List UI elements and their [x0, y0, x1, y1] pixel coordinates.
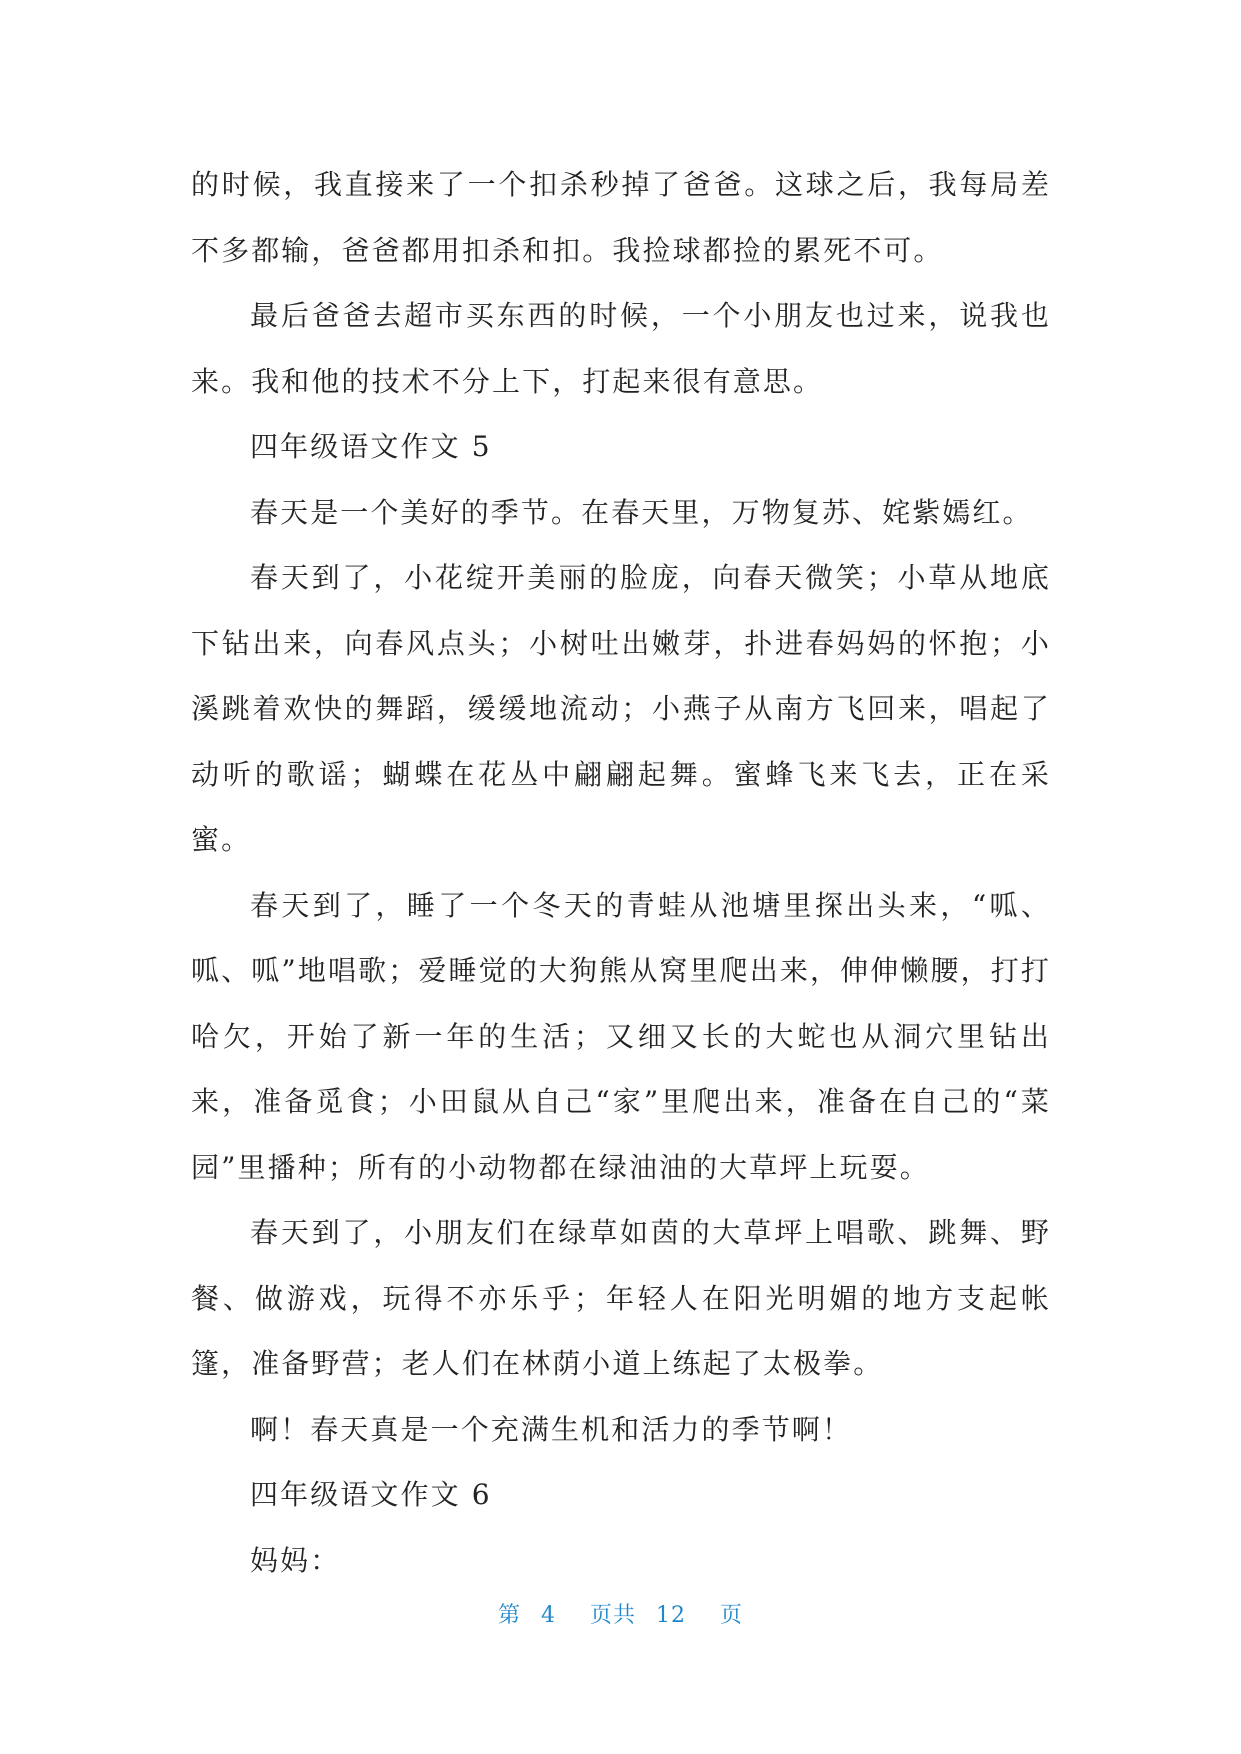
section-heading: 四年级语文作文 5 — [250, 430, 492, 463]
page-footer — [0, 1598, 1241, 1629]
document-body — [191, 152, 1051, 1593]
total-pages-number: 12 — [656, 1603, 686, 1628]
current-page-number: 4 — [540, 1603, 556, 1628]
letter-salutation: 妈妈： — [250, 1543, 341, 1577]
section-heading: 四年级语文作文 6 — [250, 1478, 492, 1511]
footer-label-page: 第 — [497, 1603, 521, 1628]
paragraph: 春天到了，小花绽开美丽的脸庞，向春天微笑；小草从地底下钻出来，向春风点头；小树吐出嫩芽，扑进春妈妈的怀抱；小溪跳着欢快的舞蹈，缓缓地流动；小燕子从南方飞回来，唱起了动听的歌谣；蝴蝶在花丛中翩翩起舞。蜜蜂飞来飞去，正在采蜜。 — [191, 561, 1051, 856]
paragraph: 春天是一个美好的季节。在春天里，万物复苏、姹紫嫣红。 — [250, 495, 1033, 529]
paragraph: 春天到了，睡了一个冬天的青蛙从池塘里探出头来，“呱、呱、呱”地唱歌；爱睡觉的大狗熊从窝里爬出来，伸伸懒腰，打打哈欠，开始了新一年的生活；又细又长的大蛇也从洞穴里钻出来，准备觅食；小田鼠从自己“家”里爬出来，准备在自己的“菜园”里播种；所有的小动物都在绿油油的大草坪上玩耍。 — [191, 888, 1051, 1184]
paragraph: 春天到了，小朋友们在绿草如茵的大草坪上唱歌、跳舞、野餐、做游戏，玩得不亦乐乎；年轻人在阳光明媚的地方支起帐篷，准备野营；老人们在林荫小道上练起了太极拳。 — [191, 1216, 1051, 1380]
paragraph: 最后爸爸去超市买东西的时候，一个小朋友也过来，说我也来。我和他的技术不分上下，打起来很有意思。 — [191, 299, 1051, 398]
paragraph: 的时候，我直接来了一个扣杀秒掉了爸爸。这球之后，我每局差不多都输，爸爸都用扣杀和扣。我捡球都捡的累死不可。 — [191, 168, 1051, 267]
paragraph: 啊！春天真是一个充满生机和活力的季节啊！ — [250, 1412, 853, 1446]
footer-label-end: 页 — [720, 1603, 744, 1628]
footer-label-of: 页共 — [589, 1603, 636, 1628]
